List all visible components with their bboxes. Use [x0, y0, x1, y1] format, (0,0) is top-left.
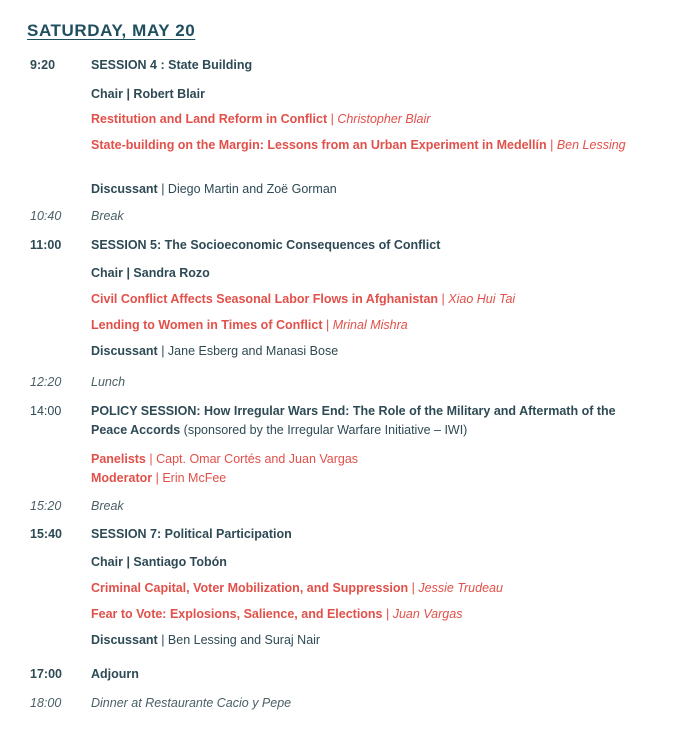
session-7-title: SESSION 7: Political Participation	[91, 527, 292, 541]
break-2-label: Break	[91, 499, 124, 513]
break-1-label: Break	[91, 209, 124, 223]
panelists-names: Capt. Omar Cortés and Juan Vargas	[156, 452, 359, 466]
lunch-time: 12:20	[30, 375, 62, 389]
discussant-names: Jane Esberg and Manasi Bose	[167, 344, 339, 358]
paper-title: Fear to Vote: Explosions, Salience, and Elections	[91, 607, 383, 621]
separator: |	[441, 292, 445, 306]
session-5-discussant	[91, 342, 651, 361]
break-2-time: 15:20	[30, 499, 62, 513]
chair-name: Santiago Tobón	[133, 555, 227, 569]
policy-moderator	[91, 469, 651, 488]
session-7-chair	[91, 553, 651, 572]
session-5-paper-1	[91, 290, 651, 309]
paper-title: Restitution and Land Reform in Conflict	[91, 112, 328, 126]
separator: |	[411, 581, 415, 595]
session-4-paper-1	[91, 110, 651, 129]
paper-title: State-building on the Margin: Lessons from an Urban Experiment in Medellín	[91, 138, 547, 152]
separator: |	[161, 182, 165, 196]
paper-author: Ben Lessing	[556, 138, 626, 152]
session-7-paper-2	[91, 605, 651, 624]
session-4-discussant	[91, 180, 651, 199]
policy-sponsor: (sponsored by the Irregular Warfare Initiative – IWI)	[183, 423, 468, 437]
session-7-paper-1	[91, 579, 651, 598]
adjourn-time: 17:00	[30, 667, 62, 681]
chair-label: Chair	[91, 266, 123, 280]
chair-name: Sandra Rozo	[133, 266, 210, 280]
session-7-discussant	[91, 631, 651, 650]
separator: |	[161, 633, 165, 647]
paper-title: Criminal Capital, Voter Mobilization, and Suppression	[91, 581, 409, 595]
dinner-time: 18:00	[30, 696, 62, 710]
paper-author: Jessie Trudeau	[418, 581, 503, 595]
paper-author: Xiao Hui Tai	[448, 292, 516, 306]
session-4-chair	[91, 85, 651, 104]
panelists-label: Panelists	[91, 452, 146, 466]
paper-author: Juan Vargas	[392, 607, 463, 621]
moderator-label: Moderator	[91, 471, 153, 485]
moderator-name: Erin McFee	[162, 471, 227, 485]
dinner-label: Dinner at Restaurante Cacio y Pepe	[91, 696, 292, 710]
paper-title: Civil Conflict Affects Seasonal Labor Flows in Afghanistan	[91, 292, 439, 306]
policy-panelists	[91, 450, 651, 469]
separator: |	[126, 266, 130, 280]
separator: |	[386, 607, 390, 621]
chair-name: Robert Blair	[133, 87, 205, 101]
day-heading: SATURDAY, MAY 20	[27, 21, 196, 40]
session-4-time: 9:20	[30, 58, 56, 72]
separator: |	[325, 318, 330, 332]
policy-title: POLICY SESSION: How Irregular Wars End: The Role of the Military and Aftermath of the Peace Accords	[91, 404, 616, 437]
discussant-label: Discussant	[91, 182, 158, 196]
session-5-title: SESSION 5: The Socioeconomic Consequences of Conflict	[91, 238, 441, 252]
paper-author: Mrinal Mishra	[332, 318, 408, 332]
session-7-time: 15:40	[30, 527, 62, 541]
paper-author: Christopher Blair	[337, 112, 431, 126]
chair-label: Chair	[91, 87, 123, 101]
session-5-time: 11:00	[30, 238, 62, 252]
discussant-label: Discussant	[91, 633, 158, 647]
discussant-names: Diego Martin and Zoë Gorman	[167, 182, 337, 196]
separator: |	[155, 471, 159, 485]
session-4-title: SESSION 4 : State Building	[91, 58, 253, 72]
chair-label: Chair	[91, 555, 123, 569]
lunch-label: Lunch	[91, 375, 126, 389]
policy-session-title	[91, 402, 651, 440]
adjourn-label: Adjourn	[91, 667, 139, 681]
separator: |	[550, 138, 554, 152]
session-5-paper-2	[91, 316, 651, 335]
discussant-label: Discussant	[91, 344, 158, 358]
policy-session-time: 14:00	[30, 404, 62, 418]
session-5-chair	[91, 264, 651, 283]
break-1-time: 10:40	[30, 209, 62, 223]
discussant-names: Ben Lessing and Suraj Nair	[167, 633, 321, 647]
separator: |	[126, 555, 130, 569]
separator: |	[149, 452, 153, 466]
separator: |	[330, 112, 334, 126]
separator: |	[161, 344, 165, 358]
separator: |	[126, 87, 130, 101]
session-4-paper-2	[91, 136, 651, 155]
paper-title: Lending to Women in Times of Conflict	[91, 318, 323, 332]
